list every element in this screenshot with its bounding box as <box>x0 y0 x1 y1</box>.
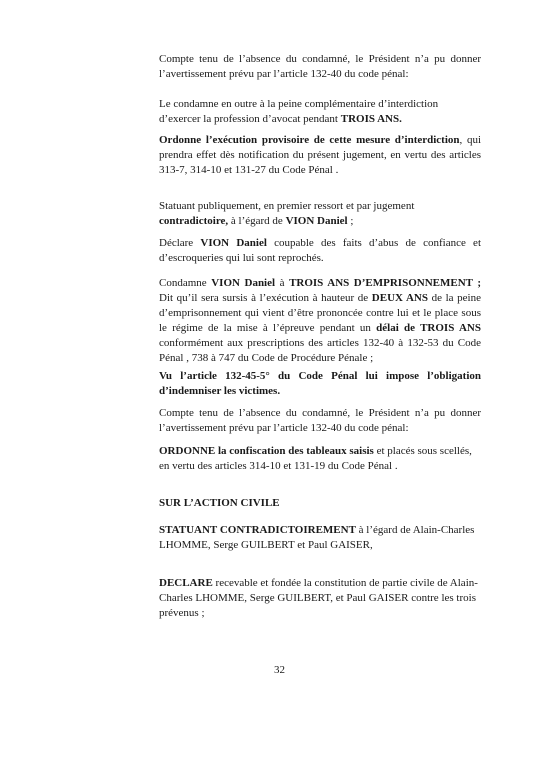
paragraph-warning-2: Compte tenu de l’absence du condamné, le Président n’a pu donner l’avertissement prévu par l’article 132-40 du code pénal: <box>159 407 481 434</box>
paragraph-warning-1: Compte tenu de l’absence du condamné, le Président n’a pu donner l’avertissement prévu par l’article 132-40 du code pénal: <box>159 53 481 80</box>
paragraph-declare-civil-party: DECLARE recevable et fondée la constitution de partie civile de Alain-Charles LHOMME, Serge GUILBERT, et Paul GAISER contre les trois prévenus ; <box>159 577 478 619</box>
page-number: 32 <box>274 664 285 676</box>
paragraph-sentence: Condamne VION Daniel à TROIS ANS D’EMPRISONNEMENT ; Dit qu’il sera sursis à l’exécution à hauteur de DEUX ANS de la peine d’emprisonnement qui vient d’être prononcée contre lui et le place sous le régime de la mise à l’épreuve pendant un délai de TROIS ANS conformément aux prescriptions des articles 132-40 à 132-53 du Code Pénal , 738 à 747 du Code de Procédure Pénale ; <box>159 277 481 364</box>
paragraph-statuant: Statuant publiquement, en premier ressort et par jugement contradictoire, à l’égard de VION Daniel ; <box>159 200 415 227</box>
section-heading-civil-action: SUR L’ACTION CIVILE <box>159 497 280 509</box>
paragraph-confiscation: ORDONNE la confiscation des tableaux saisis et placés sous scellés, en vertu des articles 314-10 et 131-19 du Code Pénal . <box>159 445 472 472</box>
paragraph-declare-guilty: Déclare VION Daniel coupable des faits d’abus de confiance et d’escroqueries qui lui sont reprochés. <box>159 237 482 264</box>
paragraph-statuant-contradictoirement: STATUANT CONTRADICTOIREMENT à l’égard de Alain-Charles LHOMME, Serge GUILBERT et Paul GAISER, <box>159 524 475 551</box>
paragraph-provisional-execution: Ordonne l’exécution provisoire de cette mesure d’interdiction, qui prendra effet dès notification du présent jugement, en vertu des articles 313-7, 314-10 et 131-27 du Code Pénal . <box>159 134 482 176</box>
paragraph-complementary-penalty: Le condamne en outre à la peine complémentaire d’interdiction d’exercer la profession d’avocat pendant TROIS ANS. <box>159 98 439 125</box>
paragraph-obligation: Vu l’article 132-45-5° du Code Pénal lui impose l’obligation d’indemniser les victimes. <box>159 370 481 397</box>
